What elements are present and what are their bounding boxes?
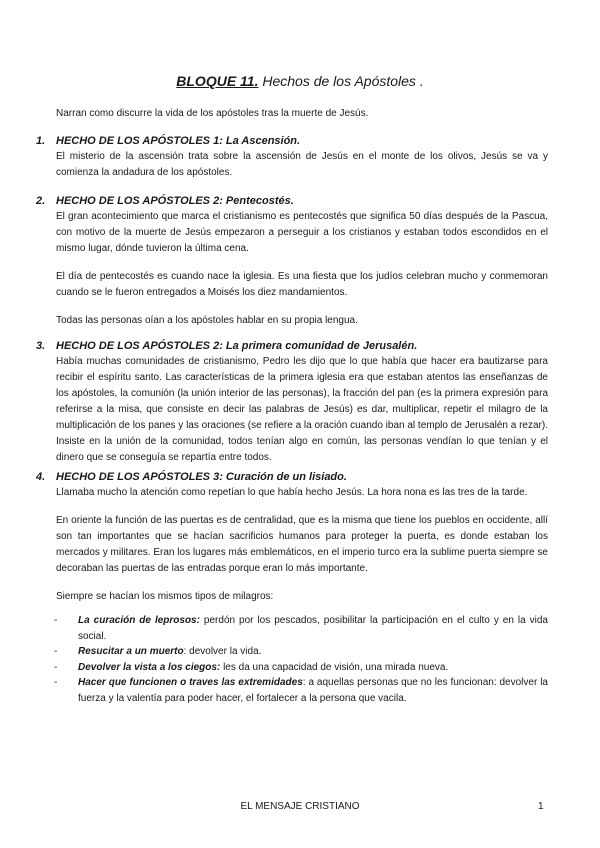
list-dash: - [54, 677, 58, 688]
section-heading [36, 339, 548, 354]
list-item-text: perdón por los pescados, posibilitar la participación en el culto y en la vida social. [78, 615, 548, 642]
section-3 [36, 339, 548, 466]
list-item [36, 644, 548, 660]
section-number: 4. [36, 471, 46, 483]
list-item-text: : devolver la vida. [183, 646, 262, 657]
section-title: HECHO DE LOS APÓSTOLES 1: La Ascensión. [56, 135, 301, 147]
section-body [36, 354, 548, 466]
section-heading [36, 134, 548, 149]
list-item-bold: La curación de leprosos: [78, 615, 200, 626]
page-number: 1 [538, 801, 544, 812]
intro-text: Narran como discurre la vida de los apóstoles tras la muerte de Jesús. [56, 108, 369, 119]
paragraph: El gran acontecimiento que marca el cristianismo es pentecostés que significa 50 días después de la Pascua, con motivo de la muerte de Jesús empezaron a perseguir a los cristianos y estaban todos escondidos en el mismo lugar, dónde tuvieron la última cena. [56, 211, 548, 254]
list-dash: - [54, 646, 58, 657]
section-heading [36, 194, 548, 209]
section-title: HECHO DE LOS APÓSTOLES 3: Curación de un lisiado. [56, 471, 347, 483]
section-2 [36, 194, 548, 329]
paragraph: Siempre se hacían los mismos tipos de milagros: [56, 591, 274, 602]
paragraph: Todas las personas oían a los apóstoles hablar en su propia lengua. [56, 315, 358, 326]
section-number: 3. [36, 340, 46, 352]
section-number: 2. [36, 195, 46, 207]
list-item-text: : a aquellas personas que no les funcionan: devolver la fuerza y la valentía para poder hacer, el fortalecer a la persona que vacila. [78, 677, 548, 704]
list-item-text: les da una capacidad de visión, una mirada nueva. [220, 661, 449, 673]
section-body [36, 485, 548, 605]
section-body [36, 209, 548, 329]
section-title: HECHO DE LOS APÓSTOLES 2: Pentecostés. [56, 195, 294, 207]
list-item [36, 675, 548, 706]
section-title: HECHO DE LOS APÓSTOLES 2: La primera comunidad de Jerusalén. [56, 340, 418, 352]
paragraph: Había muchas comunidades de cristianismo, Pedro les dijo que lo que había que hacer era bautizarse para recibir el espíritu santo. Las características de la primera iglesia era que estaban atentos las enseñanzas de los apóstoles, la comunión (la unión interior de las personas), la fracción del pan (es la primera expresión para referirse a la misa, que consiste en decir las palabras de Jesús) es dar, multiplicar, repetir el milagro de la multiplicación de los panes y las oraciones (se refiere a la oración cuando iban al templo de Jerusalén a rezar). Insiste en la unión de la comunidad, todos tenían algo en común, las personas vendían lo que tenían y el dinero que se conseguía se repartía entre todos. [56, 356, 548, 463]
list-item [36, 613, 548, 644]
list-item-bold: Hacer que funcionen o traves las extremidades [78, 677, 303, 688]
paragraph: Llamaba mucho la atención como repetían lo que había hecho Jesús. La hora nona es las tres de la tarde. [56, 487, 528, 498]
section-1 [36, 134, 548, 181]
list-dash: - [54, 615, 58, 626]
section-heading [36, 470, 548, 485]
section-4 [36, 470, 548, 706]
section-body [36, 149, 548, 181]
page-title [0, 72, 600, 90]
list-dash: - [54, 661, 58, 673]
list-item [36, 660, 548, 676]
section-number: 1. [36, 135, 46, 147]
miracles-list [36, 613, 548, 706]
list-item-bold: Resucitar a un muerto [78, 646, 184, 657]
paragraph: El misterio de la ascensión trata sobre la ascensión de Jesús en el monte de los olivos, Jesús se va y comienza la andadura de los apóstoles. [56, 151, 548, 178]
title-bold: BLOQUE 11. [176, 73, 259, 89]
title-subtitle: Hechos de los Apóstoles . [262, 73, 424, 89]
footer-text: EL MENSAJE CRISTIANO [240, 801, 360, 812]
paragraph: El día de pentecostés es cuando nace la iglesia. Es una fiesta que los judíos celebran mucho y conmemoran cuando se le fueron entregados a Moisés los diez mandamientos. [56, 271, 548, 298]
paragraph: En oriente la función de las puertas es de centralidad, que es la misma que tiene los pueblos en occidente, allí son tan importantes que se hacían sacrificios humanos para proteger la puerta, es donde estaban los mercados y militares. Eran los lugares más emblemáticos, en el imperio turco era la sublime puerta siempre se decoraban las puertas de las entradas porque eran lo más importante. [56, 515, 548, 574]
list-item-bold: Devolver la vista a los ciegos: [78, 661, 221, 673]
